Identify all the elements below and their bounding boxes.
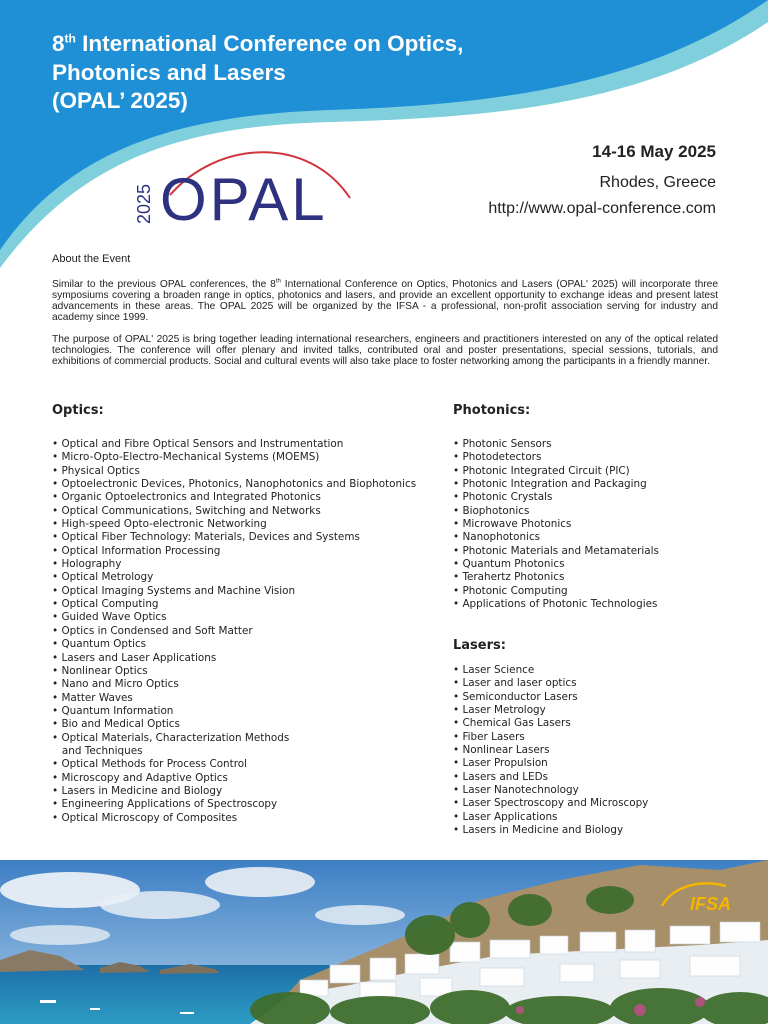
opal-logo-text: OPAL [160, 166, 328, 233]
list-item: • Quantum Information [52, 705, 416, 718]
list-item: • Laser Propulsion [453, 757, 648, 770]
list-item: • Engineering Applications of Spectroscopy [52, 798, 416, 811]
lasers-heading: Lasers: [453, 638, 506, 653]
list-item: • Chemical Gas Lasers [453, 717, 648, 730]
event-date: 14-16 May 2025 [592, 142, 716, 161]
lasers-list [453, 664, 648, 837]
logo-year [130, 180, 156, 224]
list-item: • Holography [52, 558, 416, 571]
list-item: • Optoelectronic Devices, Photonics, Nanophotonics and Biophotonics [52, 478, 416, 491]
list-item: • Matter Waves [52, 692, 416, 705]
list-item: • Optical and Fibre Optical Sensors and Instrumentation [52, 438, 416, 451]
list-item: • Micro-Opto-Electro-Mechanical Systems (MOEMS) [52, 451, 416, 464]
list-item: • Optical Materials, Characterization Methods [52, 732, 416, 745]
list-item: • Physical Optics [52, 465, 416, 478]
list-item-continuation: and Techniques [61, 744, 143, 757]
list-item: • Optics in Condensed and Soft Matter [52, 625, 416, 638]
list-item: • Organic Optoelectronics and Integrated Photonics [52, 491, 416, 504]
about-paragraph-1: Similar to the previous OPAL conferences, the 8th International Conference on Optics, Photonics and Lasers (OPAL' 2025) will incorporate three symposiums covering a broaden range in optics, photonics and lasers, and provide an excellent opportunity to exchange ideas and present latest advancements in these areas. The OPAL 2025 will be organized by the IFSA - a professional, non-profit association serving for industry and academy since 1999. [52, 278, 719, 323]
list-item: • Laser Applications [453, 811, 648, 824]
list-item: • Terahertz Photonics [453, 571, 659, 584]
list-item: • Optical Communications, Switching and Networks [52, 505, 416, 518]
optics-list [52, 438, 416, 825]
list-item: • Quantum Optics [52, 638, 416, 651]
list-item: • Laser and laser optics [453, 677, 648, 690]
conference-title: 8th International Conference on Optics, Photonics and Lasers (OPAL’ 2025) [52, 31, 464, 113]
list-item: • Quantum Photonics [453, 558, 659, 571]
list-item: • Microscopy and Adaptive Optics [52, 772, 416, 785]
svg-text:IFSA: IFSA [690, 894, 732, 914]
list-item: • Optical Methods for Process Control [52, 758, 416, 771]
optics-section [52, 403, 416, 825]
list-item: • Optical Fiber Technology: Materials, Devices and Systems [52, 531, 416, 544]
list-item: • Laser Metrology [453, 704, 648, 717]
photonics-list [453, 438, 659, 611]
event-location: Rhodes, Greece [599, 174, 716, 191]
photonics-section [453, 403, 659, 611]
list-item: • Semiconductor Lasers [453, 691, 648, 704]
list-item: • Bio and Medical Optics [52, 718, 416, 731]
photonics-heading: Photonics: [453, 403, 531, 418]
about-heading: About the Event [52, 253, 131, 265]
rhodes-landscape-photo [0, 860, 768, 1024]
lasers-section [453, 638, 648, 837]
list-item: • Photonic Integrated Circuit (PIC) [453, 465, 659, 478]
list-item: • Optical Information Processing [52, 545, 416, 558]
optics-heading: Optics: [52, 403, 104, 418]
list-item: • Photonic Crystals [453, 491, 659, 504]
list-item: • Nano and Micro Optics [52, 678, 416, 691]
svg-text:2025: 2025 [134, 183, 154, 224]
list-item: • Laser Science [453, 664, 648, 677]
list-item: • Optical Computing [52, 598, 416, 611]
list-item: • Microwave Photonics [453, 518, 659, 531]
list-item: • Biophotonics [453, 505, 659, 518]
list-item: • Photonic Computing [453, 585, 659, 598]
list-item: • Lasers and Laser Applications [52, 652, 416, 665]
list-item: • Photonic Sensors [453, 438, 659, 451]
list-item: • Optical Microscopy of Composites [52, 812, 416, 825]
list-item: • Lasers and LEDs [453, 771, 648, 784]
about-paragraph-2: The purpose of OPAL' 2025 is bring together leading international researchers, engineers and practitioners interested on any of the optical related technologies. The conference will offer plenary and invited talks, contributed oral and poster presentations, special sessions, tutorials, and exhibitions of commercial products. Social and cultural events will also take place to foster networking among the participants in a friendly manner. [52, 334, 718, 367]
list-item: • Lasers in Medicine and Biology [52, 785, 416, 798]
list-item: • Optical Imaging Systems and Machine Vision [52, 585, 416, 598]
list-item: • Laser Spectroscopy and Microscopy [453, 797, 648, 810]
list-item: • Laser Nanotechnology [453, 784, 648, 797]
list-item: • Photonic Materials and Metamaterials [453, 545, 659, 558]
about-section [52, 254, 718, 378]
list-item: • Fiber Lasers [453, 731, 648, 744]
list-item: • Nonlinear Optics [52, 665, 416, 678]
list-item: • Photodetectors [453, 451, 659, 464]
list-item: • Nonlinear Lasers [453, 744, 648, 757]
list-item: • Lasers in Medicine and Biology [453, 824, 648, 837]
list-item: • Nanophotonics [453, 531, 659, 544]
list-item: • Applications of Photonic Technologies [453, 598, 659, 611]
list-item: • Guided Wave Optics [52, 611, 416, 624]
list-item: • Photonic Integration and Packaging [453, 478, 659, 491]
list-item: • High-speed Opto-electronic Networking [52, 518, 416, 531]
list-item: • Optical Metrology [52, 571, 416, 584]
event-info [488, 142, 716, 218]
ifsa-logo [656, 880, 746, 914]
event-url-link[interactable]: http://www.opal-conference.com [488, 200, 716, 217]
